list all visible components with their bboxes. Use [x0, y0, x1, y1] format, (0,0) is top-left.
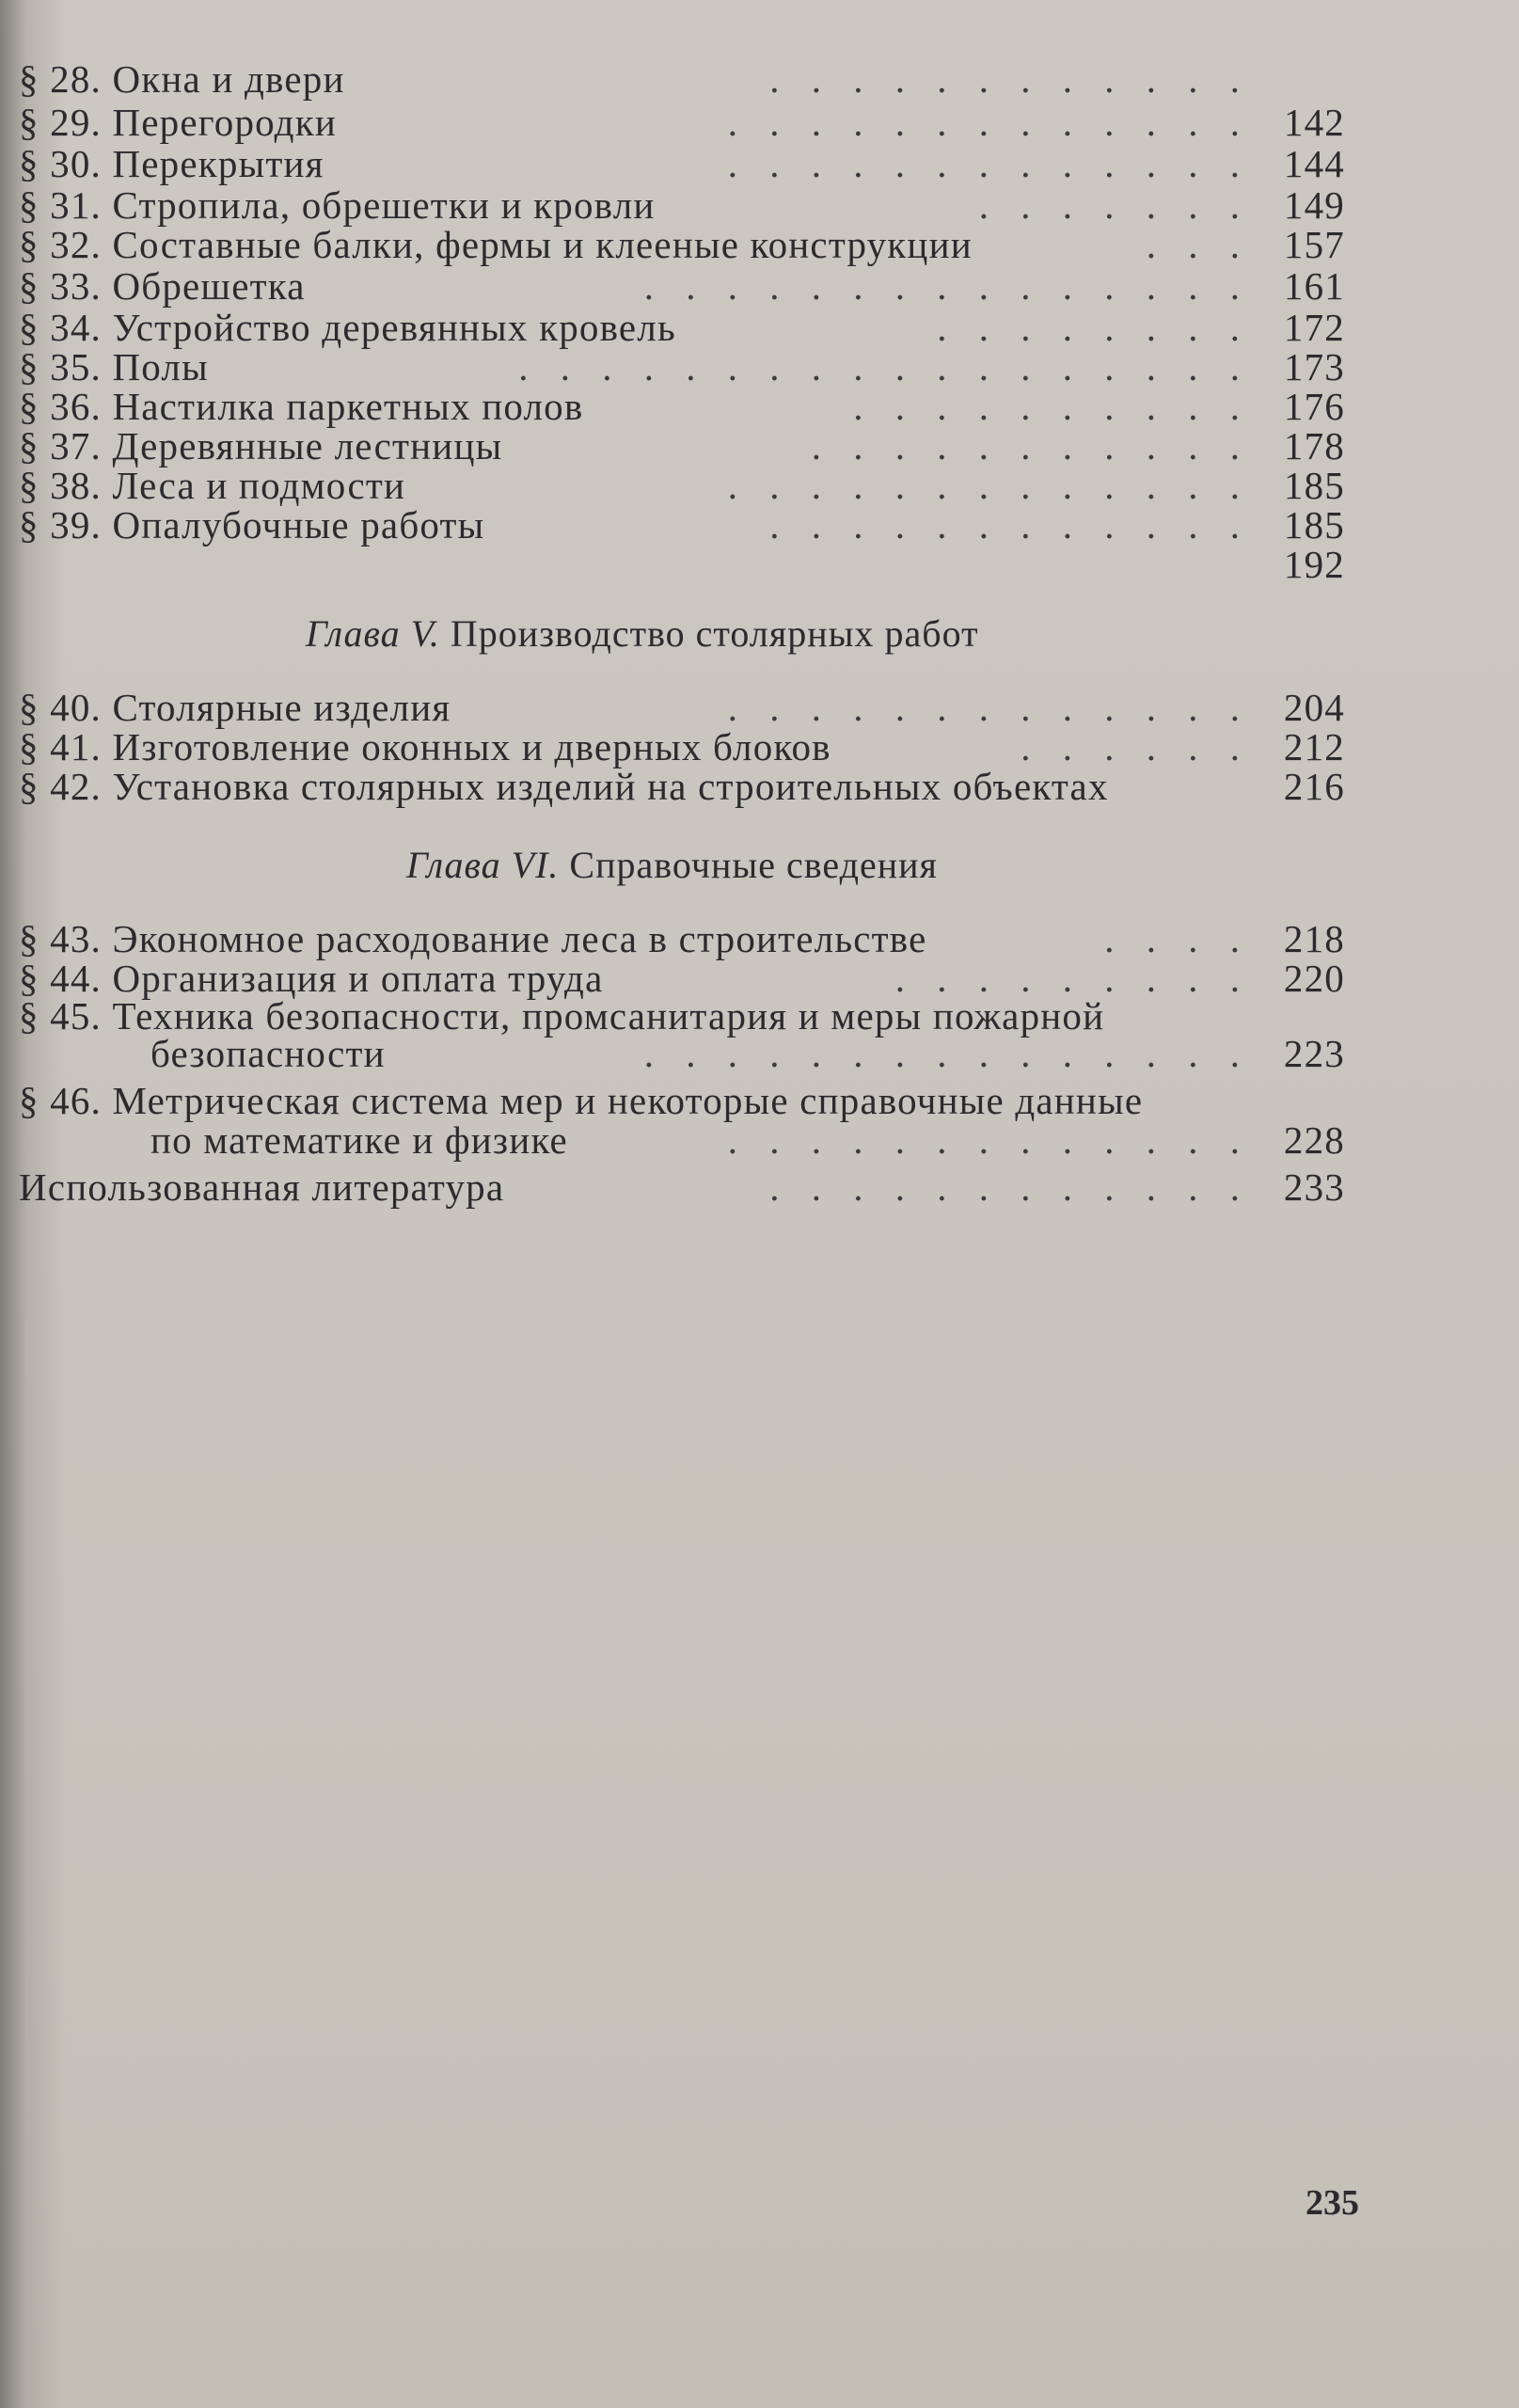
toc-entry-40 [19, 687, 1354, 728]
dot-leader: . . . . . . . . . [894, 957, 1251, 1000]
entry-number: § 35. [19, 345, 102, 388]
entry-title: Использованная литература [19, 1165, 505, 1209]
entry-title: Обрешетка [112, 264, 306, 308]
entry-number: § 39. [19, 503, 102, 547]
dot-leader: . . . . . . . . . . . . . . . [643, 1032, 1251, 1075]
entry-title: Техника безопасности, промсанитария и меры пожарной [112, 994, 1105, 1038]
entry-number: § 46. [19, 1079, 102, 1122]
entry-title: Организация и оплата труда [112, 957, 604, 1000]
entry-number: § 28. [19, 57, 102, 101]
entry-title: Устройство деревянных кровель [112, 306, 676, 349]
page-number: 172 [1283, 306, 1345, 349]
dot-leader: . . . . . . . . . . . . . . . [643, 264, 1251, 308]
toc-trailing-page [19, 544, 1354, 585]
page-number: 220 [1283, 957, 1345, 1000]
page-number: 204 [1283, 686, 1345, 729]
chapter-label: Глава VI. [406, 844, 560, 886]
entry-number: § 33. [19, 264, 102, 308]
entry-number: § 37. [19, 424, 102, 467]
entry-number: § 38. [19, 464, 102, 507]
toc-entry-35 [19, 346, 1354, 388]
page-number: 223 [1283, 1032, 1345, 1075]
dot-leader: . . . . . . . . . . . . . [727, 142, 1251, 185]
page-number: 157 [1283, 223, 1345, 266]
toc-entry-29 [19, 102, 1354, 143]
toc-entry-43 [19, 918, 1354, 959]
entry-number: § 29. [19, 101, 102, 144]
toc-entry-28 [19, 58, 1354, 100]
entry-title: Составные балки, фермы и клееные конструкции [112, 223, 973, 266]
toc-entry-45 [19, 995, 1354, 1037]
toc-entry-39 [19, 504, 1354, 546]
entry-number: § 42. [19, 765, 102, 808]
dot-leader: . . . . . . . . . . . . [769, 503, 1251, 547]
page-number: 185 [1283, 464, 1345, 507]
toc-entry-38 [19, 465, 1354, 506]
dot-leader: . . . [1146, 223, 1251, 266]
page-number: 212 [1283, 725, 1345, 768]
entry-number: § 30. [19, 142, 102, 185]
entry-title: Настилка паркетных полов [112, 385, 584, 428]
page-number: 218 [1283, 917, 1345, 960]
chapter-heading-5 [306, 613, 979, 655]
entry-number: § 34. [19, 306, 102, 349]
page-number: 178 [1283, 424, 1345, 467]
dot-leader: . . . . . . . . . . . . [769, 57, 1251, 101]
dot-leader: . . . . . . . . . . . . . [727, 1118, 1251, 1162]
entry-title: Изготовление оконных и дверных блоков [112, 725, 831, 768]
chapter-title: Справочные сведения [569, 844, 938, 886]
entry-number: § 43. [19, 917, 102, 960]
toc-entry-46 [19, 1080, 1354, 1121]
toc-entry-46-continuation [19, 1119, 1354, 1161]
toc-entry-32 [19, 224, 1354, 265]
toc-entry-31 [19, 184, 1354, 226]
toc-entry-30 [19, 143, 1354, 184]
page-number: 176 [1283, 385, 1345, 428]
folio-page-number: 235 [1305, 2183, 1359, 2223]
entry-title: Деревянные лестницы [112, 424, 503, 467]
entry-title: Установка столярных изделий на строительных объектах [112, 765, 1109, 808]
entry-number: § 44. [19, 957, 102, 1000]
dot-leader: . . . . . . . . . . . . . . . . . . [518, 345, 1251, 388]
page-number: 144 [1283, 142, 1345, 185]
dot-leader: . . . . . . . . . . . . . [727, 101, 1251, 144]
entry-title: Перекрытия [112, 142, 324, 185]
page-number: 228 [1283, 1118, 1345, 1162]
chapter-label: Глава V. [306, 612, 440, 655]
entry-title: Полы [112, 345, 209, 388]
toc-entry-33 [19, 265, 1354, 307]
page-number: 173 [1283, 345, 1345, 388]
page-number: 149 [1283, 183, 1345, 227]
entry-title: Стропила, обрешетки и кровли [112, 183, 656, 227]
dot-leader: . . . . . . . [978, 183, 1251, 227]
page-number: 192 [1283, 543, 1345, 586]
entry-number: § 36. [19, 385, 102, 428]
dot-leader: . . . . . . . . [937, 306, 1251, 349]
entry-title: Леса и подмости [112, 464, 406, 507]
toc-entry-45-continuation [19, 1033, 1354, 1074]
entry-title: Перегородки [112, 101, 337, 144]
page-number: 161 [1283, 264, 1345, 308]
dot-leader: . . . . . . . . . . [853, 385, 1251, 428]
chapter-title: Производство столярных работ [450, 612, 979, 655]
entry-title-continuation: по математике и физике [150, 1118, 568, 1162]
dot-leader: . . . . . . [1021, 725, 1251, 768]
toc-entry-41 [19, 726, 1354, 768]
chapter-heading-6 [406, 845, 938, 886]
entry-number: § 32. [19, 223, 102, 266]
entry-number: § 45. [19, 994, 102, 1038]
entry-number: § 41. [19, 725, 102, 768]
toc-entry-34 [19, 307, 1354, 348]
dot-leader: . . . . . . . . . . . . [769, 1165, 1251, 1209]
toc-entry-36 [19, 386, 1354, 427]
toc-entry-literature [19, 1166, 1354, 1208]
entry-title: Метрическая система мер и некоторые справочные данные [112, 1079, 1144, 1122]
entry-title: Опалубочные работы [112, 503, 485, 547]
dot-leader: . . . . [1104, 917, 1251, 960]
toc-entry-42 [19, 766, 1354, 807]
dot-leader: . . . . . . . . . . . [811, 424, 1251, 467]
page-number: 142 [1283, 101, 1345, 144]
page-number: 233 [1283, 1165, 1345, 1209]
entry-number: § 31. [19, 183, 102, 227]
page-number: 185 [1283, 503, 1345, 547]
entry-number: § 40. [19, 686, 102, 729]
toc-entry-37 [19, 425, 1354, 467]
entry-title: Экономное расходование леса в строительстве [112, 917, 927, 960]
entry-title: Столярные изделия [112, 686, 451, 729]
toc-entry-44 [19, 958, 1354, 999]
dot-leader: . . . . . . . . . . . . . [727, 464, 1251, 507]
dot-leader: . . . . . . . . . . . . . [727, 686, 1251, 729]
entry-title: Окна и двери [112, 57, 345, 101]
page-number: 216 [1283, 765, 1345, 808]
entry-title-continuation: безопасности [150, 1032, 386, 1075]
